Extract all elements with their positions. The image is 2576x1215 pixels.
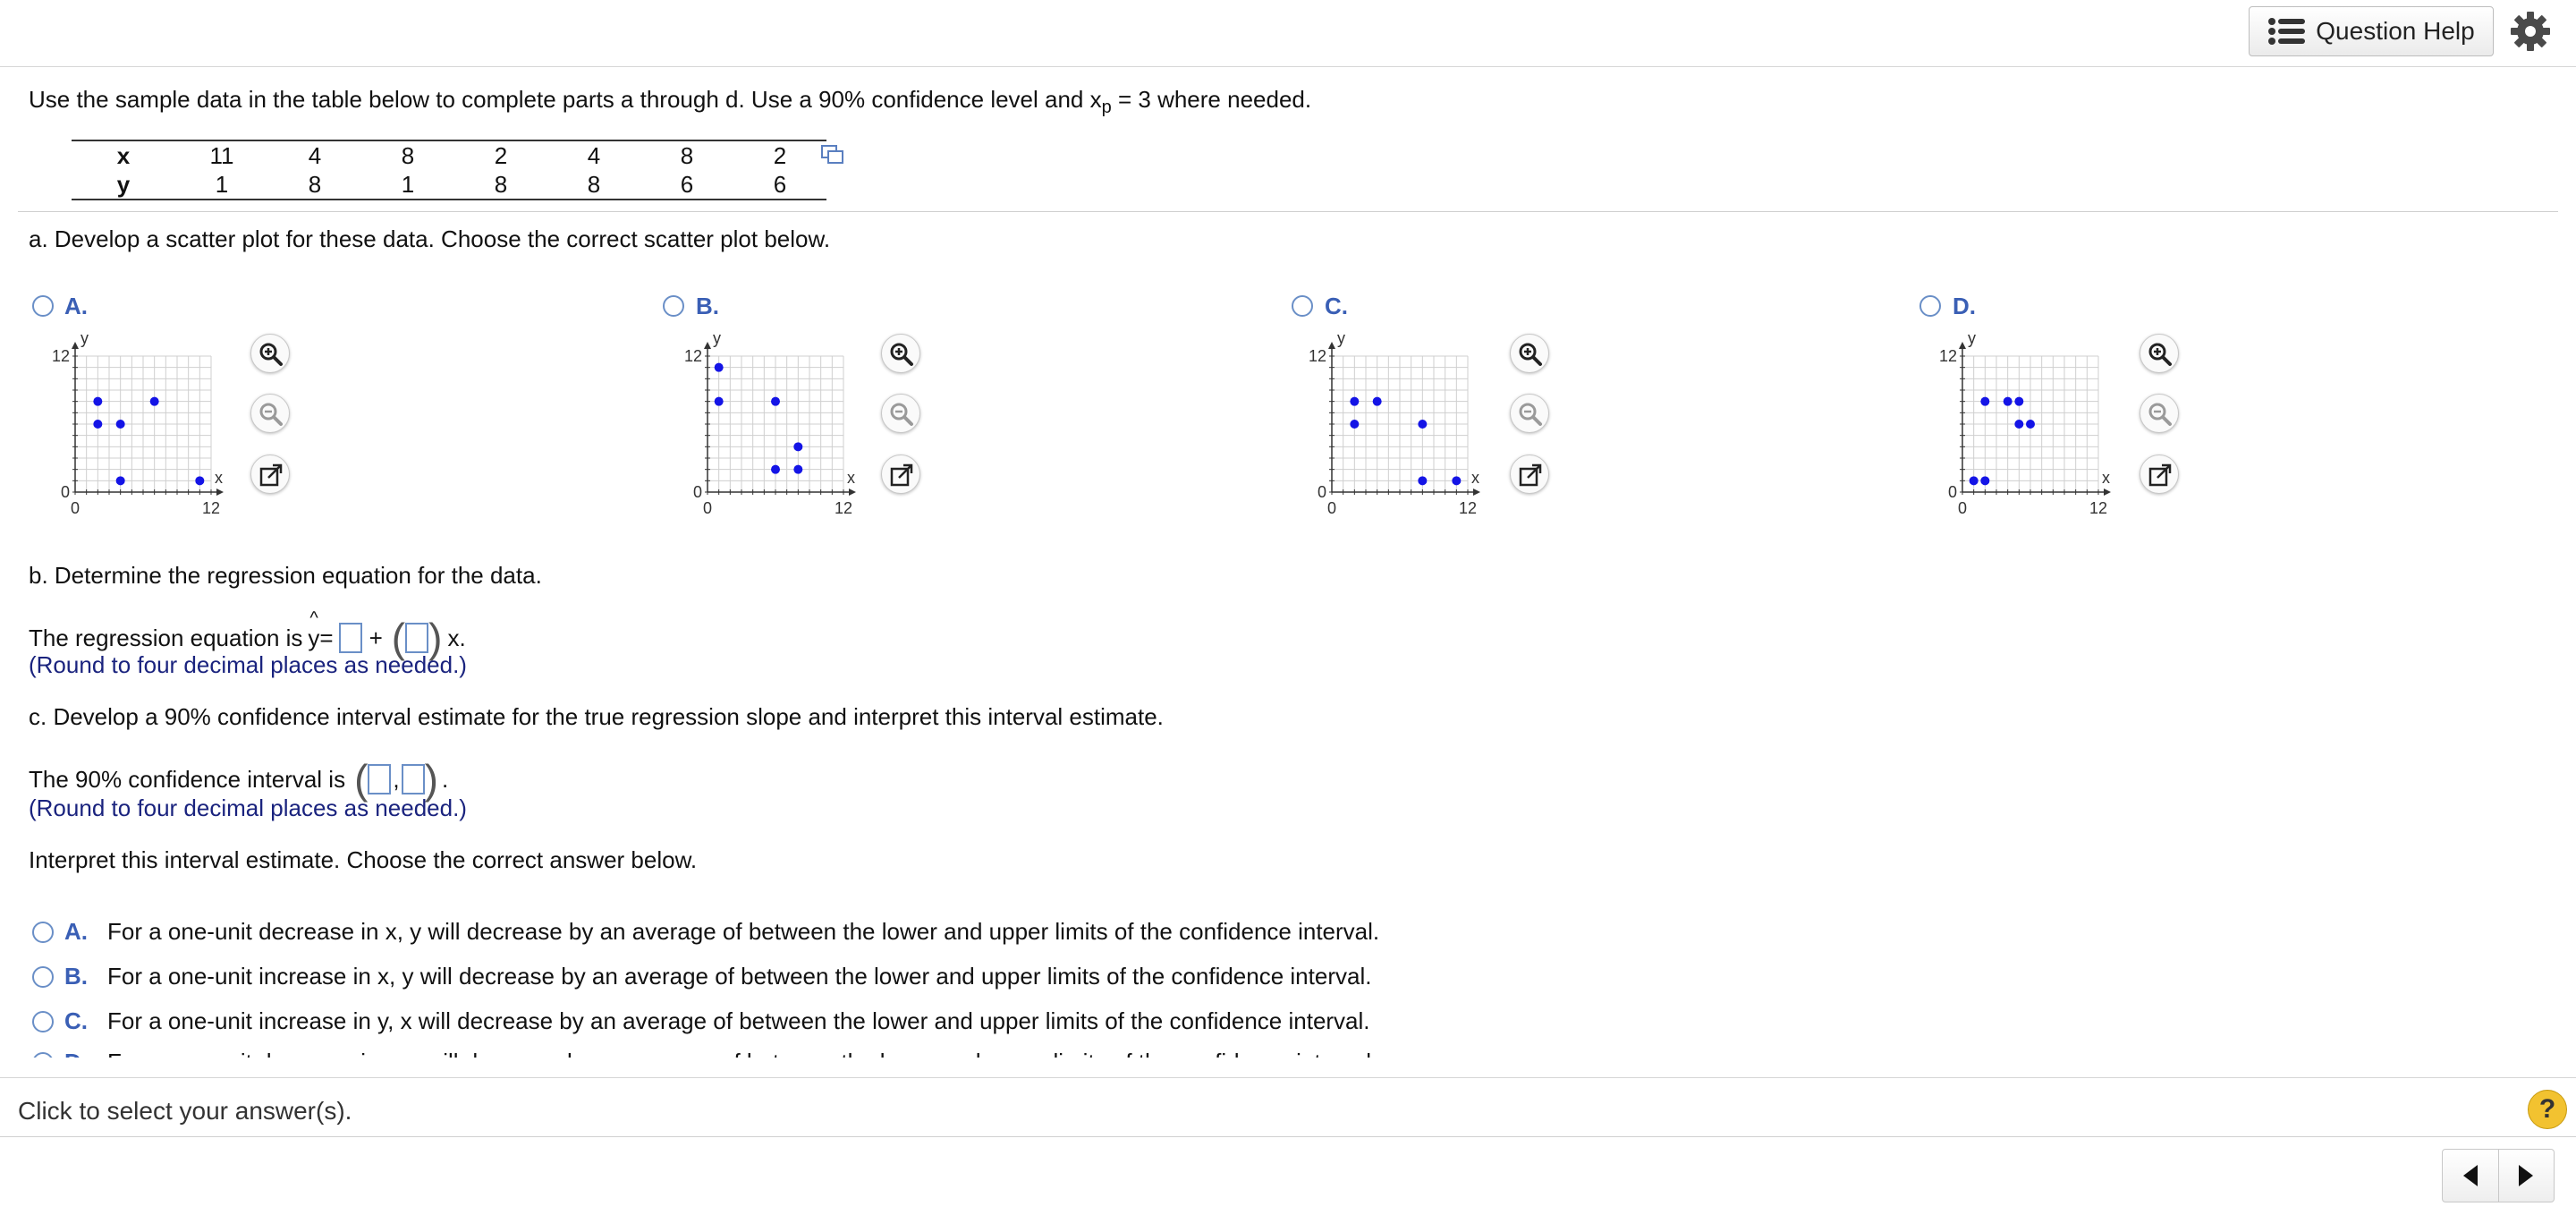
- data-point: [1350, 420, 1359, 429]
- scatter-plot-a: [36, 329, 223, 528]
- x-max-label: 12: [834, 499, 853, 517]
- x-axis-arrow: [1473, 489, 1480, 496]
- y-max-label: 12: [1308, 347, 1326, 365]
- handle: [904, 417, 911, 424]
- popout-arrow: [899, 465, 911, 478]
- data-point: [715, 397, 724, 406]
- choice-b[interactable]: B. For a one-unit increase in x, y will decrease by an average of between the lower and upper limits of the confidence interval.: [32, 963, 1371, 990]
- part-b-instruction: b. Determine the regression equation for the data.: [29, 562, 542, 589]
- help-button[interactable]: ?: [2528, 1090, 2567, 1129]
- zoom-in-icon: [888, 341, 915, 368]
- data-point: [1373, 397, 1382, 406]
- option-d-letter: D.: [1953, 293, 1976, 319]
- choice-a-radio[interactable]: [32, 922, 54, 943]
- data-point: [1350, 397, 1359, 406]
- zoom-in-icon: [258, 341, 284, 368]
- data-point: [793, 465, 802, 474]
- data-point: [771, 397, 780, 406]
- zoom-out-icon: [888, 401, 915, 428]
- divider: [0, 1077, 2576, 1078]
- data-point: [771, 465, 780, 474]
- x-min-label: 0: [702, 499, 713, 517]
- data-point: [2014, 420, 2023, 429]
- regression-equation: The regression equation is ^ y = + ( ) x.: [29, 608, 466, 661]
- question-prompt: Use the sample data in the table below to complete parts a through d. Use a 90% confidence level and $x_p = 3$ where needed.: [29, 86, 1312, 118]
- y-axis-arrow: [704, 342, 711, 349]
- y-axis-arrow: [1328, 342, 1335, 349]
- confidence-interval: The 90% confidence interval is ( , ) .: [29, 756, 449, 803]
- y-hat: y: [308, 624, 320, 651]
- zoom-out-button[interactable]: [250, 394, 290, 433]
- option-a-radio[interactable]: [32, 295, 54, 317]
- popout-button[interactable]: [1510, 455, 1549, 494]
- previous-button[interactable]: [2443, 1150, 2499, 1202]
- option-c-radio[interactable]: [1292, 295, 1313, 317]
- handle: [1533, 357, 1540, 364]
- divider: [0, 1136, 2576, 1137]
- handle: [904, 357, 911, 364]
- zoom-in-icon: [1517, 341, 1544, 368]
- y-min-label: 0: [692, 483, 702, 501]
- zoom-in-button[interactable]: [2140, 334, 2179, 373]
- handle: [2163, 357, 2170, 364]
- zoom-in-button[interactable]: [1510, 334, 1549, 373]
- data-point: [116, 420, 125, 429]
- nav-buttons: [2442, 1149, 2555, 1202]
- interpret-prompt: Interpret this interval estimate. Choose the correct answer below.: [29, 846, 698, 873]
- handle: [1533, 417, 1540, 424]
- data-point: [195, 476, 204, 485]
- handle: [274, 357, 281, 364]
- data-point: [1980, 476, 1989, 485]
- question-help-button[interactable]: [2249, 6, 2494, 56]
- popout-icon: [2147, 462, 2174, 489]
- popout-button[interactable]: [2140, 455, 2179, 494]
- x-axis-label: x: [1471, 469, 1479, 487]
- y-axis-arrow: [72, 342, 79, 349]
- y-max-label: 12: [1938, 347, 1957, 365]
- zoom-out-button[interactable]: [881, 394, 920, 433]
- y-axis-label: y: [1337, 329, 1345, 347]
- slope-input[interactable]: [405, 623, 428, 653]
- zoom-out-button[interactable]: [2140, 394, 2179, 433]
- x-axis-label: x: [847, 469, 855, 487]
- question-help-label: Question Help: [2316, 17, 2475, 45]
- x-axis-label: x: [2102, 469, 2110, 487]
- triangle-left-icon: [2462, 1164, 2479, 1187]
- data-point: [1452, 476, 1461, 485]
- zoom-out-button[interactable]: [1510, 394, 1549, 433]
- table-row-x: x 11 4 8 2 4 8 2: [72, 140, 826, 170]
- option-b-letter: B.: [696, 293, 719, 319]
- handle: [2163, 417, 2170, 424]
- choice-c[interactable]: C. For a one-unit increase in y, x will decrease by an average of between the lower and upper limits of the confidence interval.: [32, 1007, 1370, 1035]
- y-axis-label: y: [1968, 329, 1976, 347]
- handle: [274, 417, 281, 424]
- data-point: [1418, 420, 1427, 429]
- intercept-input[interactable]: [339, 623, 362, 653]
- y-max-label: 12: [683, 347, 702, 365]
- upper-limit-input[interactable]: [402, 764, 425, 794]
- choice-c-radio[interactable]: [32, 1011, 54, 1032]
- y-min-label: 0: [1317, 483, 1326, 501]
- zoom-in-button[interactable]: [250, 334, 290, 373]
- table-row-y: y 1 8 1 8 8 6 6: [72, 170, 826, 200]
- y-min-label: 0: [1947, 483, 1957, 501]
- rounding-note-c: (Round to four decimal places as needed.): [29, 794, 467, 821]
- next-button[interactable]: [2499, 1150, 2555, 1202]
- popout-button[interactable]: [250, 455, 290, 494]
- x-min-label: 0: [70, 499, 80, 517]
- popout-button[interactable]: [881, 455, 920, 494]
- data-point: [2014, 397, 2023, 406]
- zoom-out-icon: [258, 401, 284, 428]
- lower-limit-input[interactable]: [368, 764, 391, 794]
- x-axis-arrow: [849, 489, 856, 496]
- x-min-label: 0: [1957, 499, 1968, 517]
- data-point: [116, 476, 125, 485]
- data-point: [93, 420, 102, 429]
- rounding-note-b: (Round to four decimal places as needed.): [29, 651, 467, 678]
- popout-arrow: [1528, 465, 1540, 478]
- y-min-label: 0: [60, 483, 70, 501]
- x-max-label: 12: [2089, 499, 2108, 517]
- part-a-instruction: a. Develop a scatter plot for these data. Choose the correct scatter plot below.: [29, 225, 831, 252]
- zoom-out-icon: [2147, 401, 2174, 428]
- gear-icon[interactable]: [2510, 11, 2551, 52]
- triangle-right-icon: [2517, 1164, 2535, 1187]
- choice-a[interactable]: A. For a one-unit decrease in x, y will decrease by an average of between the lower and upper limits of the confidence interval.: [32, 918, 1379, 946]
- data-point: [1970, 476, 1979, 485]
- zoom-in-icon: [2147, 341, 2174, 368]
- x-axis-arrow: [2104, 489, 2111, 496]
- data-point: [1418, 476, 1427, 485]
- data-point: [150, 397, 159, 406]
- y-axis-label: y: [713, 329, 721, 347]
- x-axis-arrow: [216, 489, 224, 496]
- y-max-label: 12: [51, 347, 70, 365]
- scatter-plot-c: [1292, 329, 1479, 528]
- scatter-plot-d: [1923, 329, 2110, 528]
- status-text: Click to select your answer(s).: [18, 1097, 352, 1125]
- y-axis-label: y: [80, 329, 89, 347]
- data-point: [93, 397, 102, 406]
- part-c-instruction: c. Develop a 90% confidence interval estimate for the true regression slope and interpret this interval estimate.: [29, 703, 1164, 730]
- popout-icon: [258, 462, 284, 489]
- zoom-out-icon: [1517, 401, 1544, 428]
- y-axis-arrow: [1959, 342, 1966, 349]
- divider: [18, 211, 2558, 212]
- list-icon: [2267, 17, 2307, 46]
- option-c-letter: C.: [1325, 293, 1348, 319]
- popout-arrow: [268, 465, 281, 478]
- choice-b-radio[interactable]: [32, 966, 54, 988]
- data-table: [72, 140, 826, 200]
- x-min-label: 0: [1326, 499, 1337, 517]
- data-point: [715, 363, 724, 372]
- x-max-label: 12: [201, 499, 221, 517]
- data-point: [2004, 397, 2012, 406]
- copy-table-icon[interactable]: [821, 145, 844, 165]
- hat-symbol: ^: [309, 608, 318, 628]
- scatter-plot-b: [668, 329, 855, 528]
- x-axis-label: x: [215, 469, 223, 487]
- popout-icon: [1517, 462, 1544, 489]
- data-point: [1980, 397, 1989, 406]
- option-a-letter: A.: [64, 293, 88, 319]
- option-d-radio[interactable]: [1919, 295, 1941, 317]
- popout-icon: [888, 462, 915, 489]
- zoom-in-button[interactable]: [881, 334, 920, 373]
- data-point: [2026, 420, 2035, 429]
- x-max-label: 12: [1458, 499, 1478, 517]
- popout-arrow: [2157, 465, 2170, 478]
- option-b-radio[interactable]: [663, 295, 684, 317]
- top-toolbar: [0, 0, 2576, 67]
- data-point: [793, 442, 802, 451]
